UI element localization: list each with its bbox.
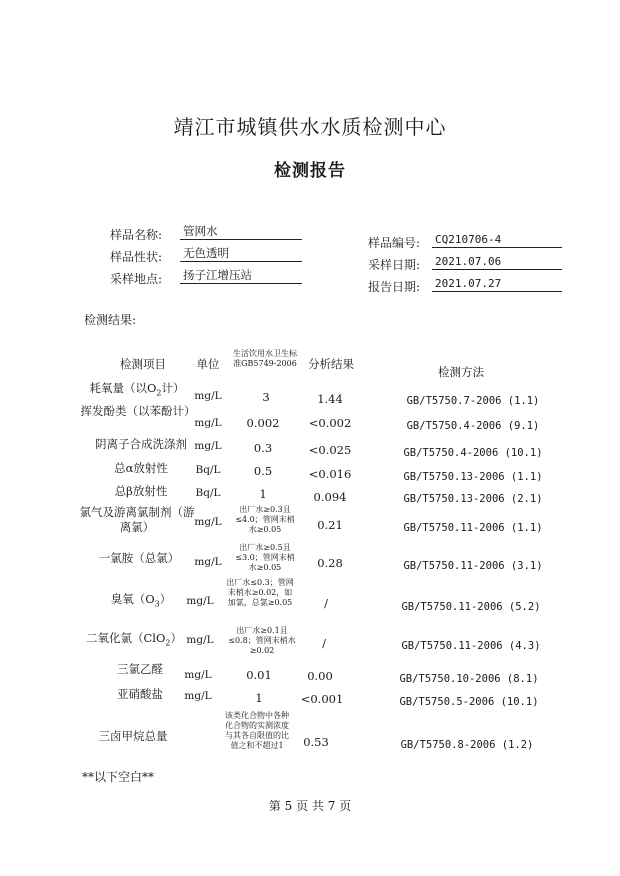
header-method: 检测方法 [438,365,484,379]
row-3-method: GB/T5750.4-2006 (10.1) [403,447,543,459]
row-5-item: 总β放射性 [114,484,168,498]
header-result: 分析结果 [308,357,354,371]
row-3-result: <0.025 [308,443,352,457]
row-1-method: GB/T5750.7-2006 (1.1) [406,395,540,407]
row-1-unit: mg/L [194,390,222,402]
row-10-method: GB/T5750.10-2006 (8.1) [399,673,539,685]
row-2-standard: 0.002 [246,416,280,430]
sampling-date-value: 2021.07.06 [432,254,562,270]
row-11-method: GB/T5750.5-2006 (10.1) [399,696,539,708]
row-5-standard: 1 [259,487,267,501]
results-label: 检测结果: [84,313,137,327]
row-10-standard: 0.01 [246,668,272,682]
page-suffix: 页 [339,799,352,813]
header-standard: 生活饮用水卫生标准GB5749-2006 [233,349,297,368]
row-4-unit: Bq/L [195,464,221,476]
row-12-standard: 该类化合物中各种化合物的实测浓度与其各自限值的比值之和不超过1 [225,711,289,750]
row-5-unit: Bq/L [195,487,221,499]
sample-number-value: CQ210706-4 [432,232,562,248]
row-11-item: 亚硝酸盐 [117,687,163,701]
row-11-standard: 1 [255,691,263,705]
row-4-item: 总α放射性 [114,461,168,475]
row-12-item: 三卤甲烷总量 [98,729,168,743]
row-9-unit: mg/L [186,634,214,646]
sampling-location-value: 扬子江增压站 [180,268,302,284]
row-3-standard: 0.3 [253,441,273,455]
page-current: 5 [284,799,293,813]
row-3-item: 阴离子合成洗涤剂 [95,437,187,451]
page-total: 7 [327,799,336,813]
row-7-unit: mg/L [194,556,222,568]
sample-name-label: 样品名称: [110,228,163,242]
header-item: 检测项目 [120,357,166,371]
row-7-method: GB/T5750.11-2006 (3.1) [403,560,543,572]
row-9-standard: 出厂水≥0.1且≤0.8；管网末梢水≥0.02 [228,626,296,655]
row-5-method: GB/T5750.13-2006 (2.1) [403,493,543,505]
organization-name: 靖江市城镇供水水质检测中心 [173,115,447,139]
row-2-method: GB/T5750.4-2006 (9.1) [406,420,540,432]
row-3-unit: mg/L [194,440,222,452]
row-12-result: 0.53 [303,735,329,749]
row-9-item: 二氧化氯（ClO$_2$） [86,631,182,648]
sampling-date-label: 采样日期: [368,258,421,272]
sample-nature-value: 无色透明 [180,246,302,262]
row-11-result: <0.001 [300,692,344,706]
row-10-unit: mg/L [184,669,212,681]
row-2-item: 挥发酚类（以苯酚计） [80,404,196,418]
row-7-standard: 出厂水≥0.5且≤3.0；管网末梢水≥0.05 [235,543,295,572]
page-prefix: 第 [268,799,281,813]
row-1-standard: 3 [262,390,270,404]
row-1-result: 1.44 [317,392,343,406]
sample-name-value: 管网水 [180,224,302,240]
row-8-result: / [324,596,328,610]
row-6-method: GB/T5750.11-2006 (1.1) [403,522,543,534]
row-4-result: <0.016 [308,467,352,481]
header-unit: 单位 [196,357,220,371]
row-6-unit: mg/L [194,516,222,528]
row-8-method: GB/T5750.11-2006 (5.2) [401,601,541,613]
row-10-result: 0.00 [307,669,333,683]
page-mid: 页 共 [296,799,324,813]
row-7-result: 0.28 [317,556,343,570]
sample-number-label: 样品编号: [368,236,421,250]
row-2-unit: mg/L [194,417,222,429]
sampling-location-label: 采样地点: [110,272,163,286]
sample-nature-label: 样品性状: [110,250,163,264]
row-11-unit: mg/L [184,690,212,702]
row-6-item: 氯气及游离氯制剂（游离氯） [79,505,195,534]
row-1-item: 耗氧量（以$O_2$计） [89,381,185,398]
row-6-standard: 出厂水≥0.3且≤4.0；管网末梢水≥0.05 [235,505,295,534]
row-2-result: <0.002 [308,416,352,430]
row-8-standard: 出厂水≤0.3；管网末梢水≥0.02，如加氯，总氯≥0.05 [226,578,294,607]
row-7-item: 一氯胺（总氯） [98,551,180,565]
row-6-result: 0.21 [317,518,343,532]
row-4-standard: 0.5 [253,464,273,478]
row-9-result: / [322,636,326,650]
page-number [0,797,620,814]
row-4-method: GB/T5750.13-2006 (1.1) [403,471,543,483]
report-date-label: 报告日期: [368,280,421,294]
row-10-item: 三氯乙醛 [117,662,163,676]
row-12-method: GB/T5750.8-2006 (1.2) [400,739,534,751]
row-8-unit: mg/L [186,595,214,607]
report-date-value: 2021.07.27 [432,276,562,292]
row-9-method: GB/T5750.11-2006 (4.3) [401,640,541,652]
row-5-result: 0.094 [313,490,347,504]
row-8-item: 臭氧$(O_3)$ [110,592,172,609]
end-note: **以下空白** [82,770,155,784]
document-title: 检测报告 [274,161,346,181]
